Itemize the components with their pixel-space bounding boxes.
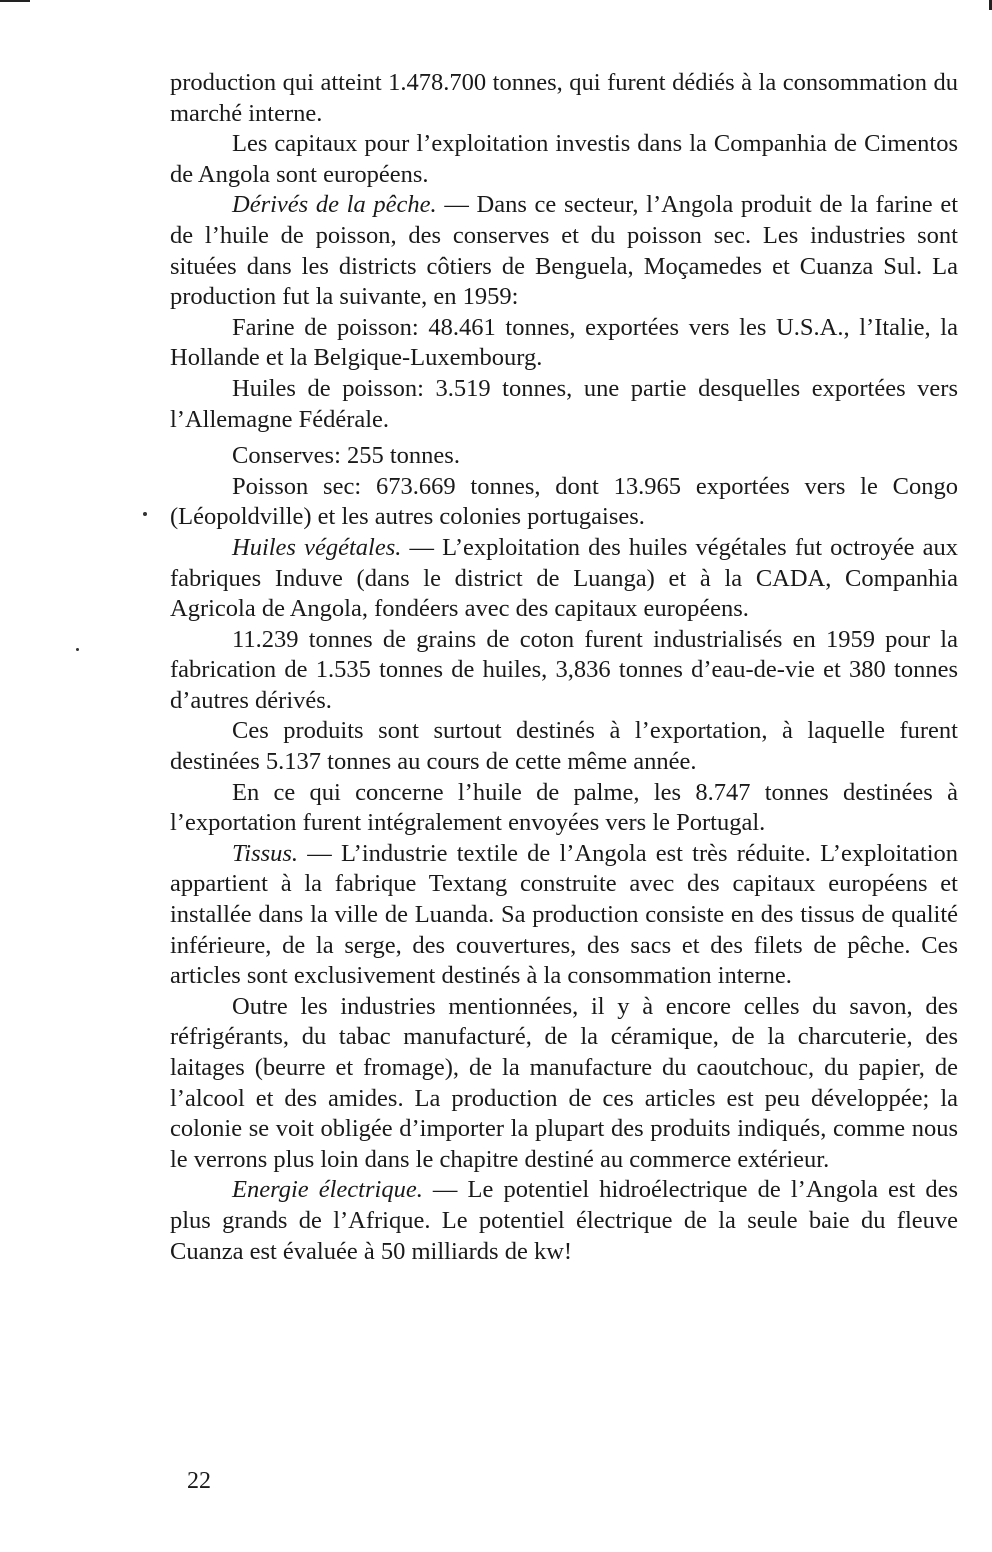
paragraph-cotton-grains: 11.239 tonnes de grains de coton furent industrialisés en 1959 pour la fabrication de 1.535 tonnes de huiles, 3,836 tonnes d’eau-de-vie et 380 tonnes d’autres dérivés. (170, 625, 958, 714)
section-lead-textiles: Tissus. (232, 839, 299, 867)
section-lead-vegetable-oils: Huiles végétales. (232, 533, 402, 561)
paragraph-electric-energy: Energie électrique. — Le potentiel hidroélectrique de l’Angola est des plus grands de l’Afrique. Le potentiel électrique de la seule baie du fleuve Cuanza est évaluée à 50 milliards de kw! (170, 1176, 958, 1265)
paragraph-export-products: Ces produits sont surtout destinés à l’exportation, à laquelle furent destinées 5.137 tonnes au cours de cette même année. (170, 717, 958, 776)
paragraph-textiles: Tissus. — L’industrie textile de l’Angola est très réduite. L’exploitation appartient à la fabrique Textang construite avec des capitaux européens et installée dans la ville de Luanda. Sa production consiste en des tissus de qualité inférieure, de la serge, des couvertures, des sacs et des filets de pêche. Ces articles sont exclusivement destinés à la consommation interne. (170, 839, 958, 990)
paragraph-cement-capital: Les capitaux pour l’exploitation investis dans la Companhia de Cimentos de Angola sont européens. (170, 130, 958, 188)
paragraph-fishing-derivatives: Dérivés de la pêche. — Dans ce secteur, l’Angola produit de la farine et de l’huile de poisson, des conserves et du poisson sec. Les industries sont situées dans les districts côtiers de Benguela, Moçamedes et Cuanza Sul. La production fut la suivante, en 1959: (170, 191, 958, 311)
scan-speck (143, 512, 147, 516)
paragraph-cement-production: production qui atteint 1.478.700 tonnes, qui furent dédiés à la consommation du marché interne. (170, 69, 958, 127)
scan-edge-mark-right (981, 0, 992, 10)
paragraph-dried-fish: Poisson sec: 673.669 tonnes, dont 13.965 exportées vers le Congo (Léopoldville) et les autres colonies portugaises. (170, 472, 958, 531)
scan-edge-mark-left (0, 0, 30, 8)
paragraph-other-industries: Outre les industries mentionnées, il y à encore celles du savon, des réfrigérants, du tabac manufacturé, de la céramique, de la charcuterie, des laitages (beurre et fromage), de la manufacture du caoutchouc, du papier, de l’alcool et des amides. La production de ces articles est peu développée; la colonie se voit obligée d’importer la plupart des produits indiqués, comme nous le verrons plus loin dans le chapitre destiné au commerce extérieur. (170, 992, 958, 1173)
scan-speck (76, 648, 79, 651)
paragraph-vegetable-oils: Huiles végétales. — L’exploitation des huiles végétales fut octroyée aux fabriques Induve (dans le district de Luanga) et à la CADA, Companhia Agricola de Angola, fondéers avec des capitaux européens. (170, 533, 958, 623)
section-lead-electric-energy: Energie électrique. (232, 1176, 423, 1204)
paragraph-fish-oil: Huiles de poisson: 3.519 tonnes, une partie desquelles exportées vers l’Allemagne Fédérale. (170, 374, 958, 433)
paragraph-conserves: Conserves: 255 tonnes. (232, 442, 460, 470)
paragraph-palm-oil: En ce qui concerne l’huile de palme, les 8.747 tonnes destinées à l’exportation furent intégralement envoyées vers le Portugal. (170, 778, 958, 837)
body-text (170, 68, 958, 1267)
paragraph-fish-meal: Farine de poisson: 48.461 tonnes, exportées vers les U.S.A., l’Italie, la Hollande et la Belgique-Luxembourg. (170, 313, 958, 372)
page-number: 22 (187, 1468, 211, 1494)
section-lead-fishing: Dérivés de la pêche. (232, 191, 437, 219)
